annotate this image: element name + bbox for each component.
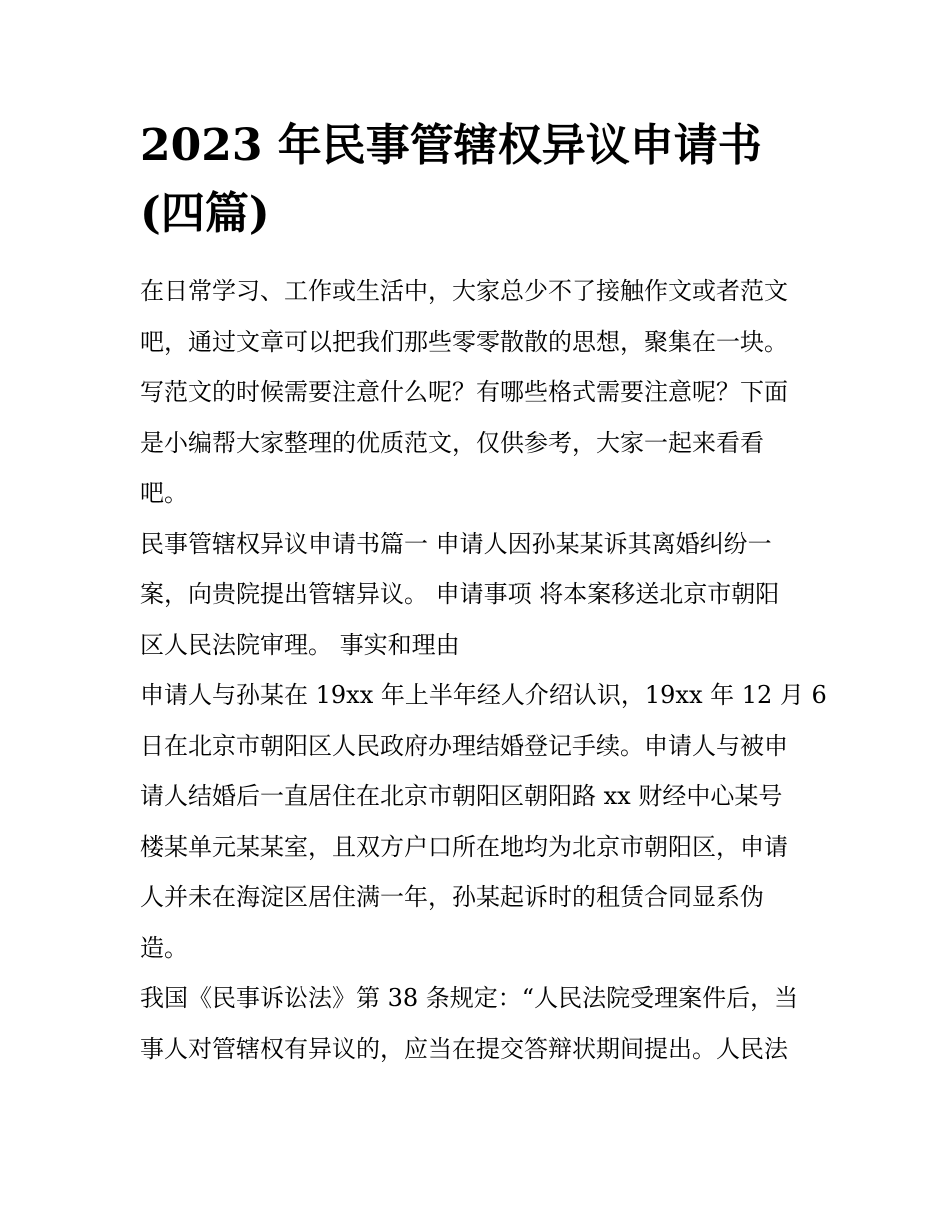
text-line: 吧。: [140, 479, 188, 507]
paragraph-law: [140, 973, 812, 1074]
text-line: 吧，通过文章可以把我们那些零零散散的思想，聚集在一块。: [140, 327, 788, 356]
text-line: 日在北京市朝阳区人民政府办理结婚登记手续。申请人与被申: [140, 731, 788, 760]
text-line: 申请人与孙某在 19xx 年上半年经人介绍认识，19xx 年 12 月 6: [140, 681, 827, 709]
paragraph-facts: [140, 670, 827, 973]
text-line: 案，向贵院提出管辖异议。 申请事项 将本案移送北京市朝阳: [140, 580, 780, 608]
text-line: 事人对管辖权有异议的，应当在提交答辩状期间提出。人民法: [140, 1034, 788, 1063]
text-line: 楼某单元某某室，且双方户口所在地均为北京市朝阳区，申请: [140, 832, 788, 861]
text-line: 人并未在海淀区居住满一年，孙某起诉时的租赁合同显系伪: [140, 883, 764, 911]
text-line: 在日常学习、工作或生活中，大家总少不了接触作文或者范文: [140, 277, 788, 305]
title-line-1: 2023 年民事管辖权异议申请书: [140, 120, 762, 171]
paragraph-part-one: [140, 519, 812, 671]
text-line: 民事管辖权异议申请书篇一 申请人因孙某某诉其离婚纠纷一: [140, 529, 772, 558]
text-line: 区人民法院审理。 事实和理由: [140, 630, 460, 659]
title-line-2: (四篇): [140, 188, 270, 239]
document-page: [140, 112, 827, 1074]
text-line: 造。: [140, 933, 188, 962]
text-line: 写范文的时候需要注意什么呢？有哪些格式需要注意呢？下面: [140, 378, 788, 406]
paragraph-intro: [140, 266, 812, 519]
document-body: [140, 266, 827, 1074]
text-line: 是小编帮大家整理的优质范文，仅供参考，大家一起来看看: [140, 428, 764, 457]
text-line: 请人结婚后一直居住在北京市朝阳区朝阳路 xx 财经中心某号: [140, 782, 783, 810]
text-line: 我国《民事诉讼法》第 38 条规定：“人民法院受理案件后，当: [140, 984, 799, 1012]
document-title: [140, 112, 812, 248]
